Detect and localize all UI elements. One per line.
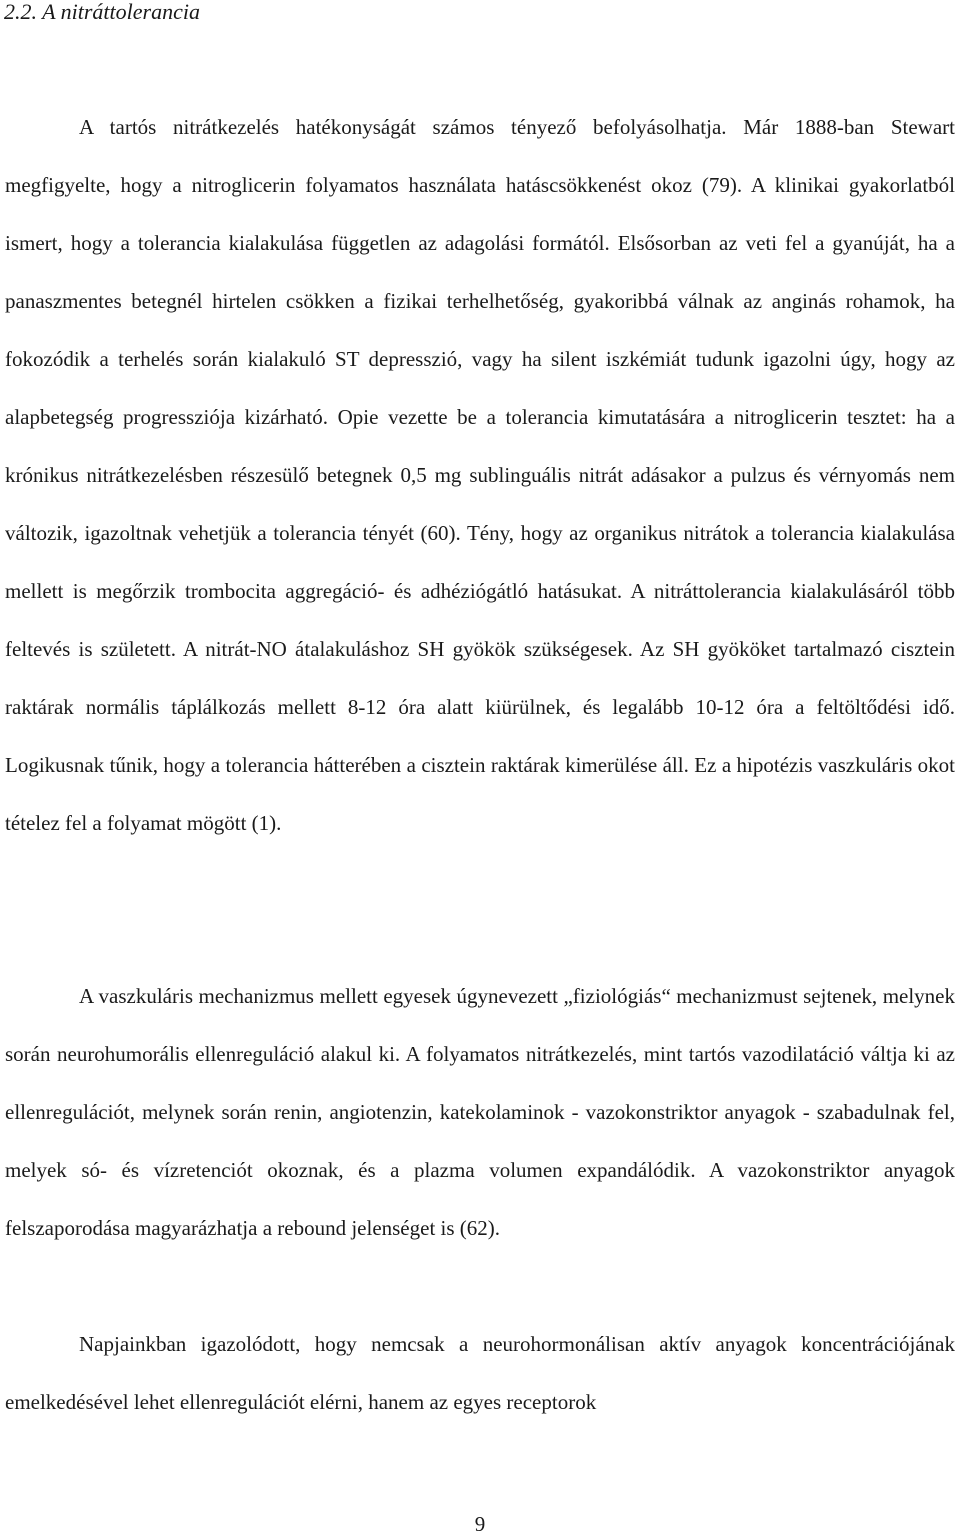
paragraph-vascular-mechanism: A vaszkuláris mechanizmus mellett egyesek úgynevezett „fiziológiás“ mechanizmust sejtenek, melynek során neurohumorális ellenreguláció alakul ki. A folyamatos nitrátkezelés, mint tartós vazodilatáció váltja ki az ellenregulációt, melynek során renin, angiotenzin, katekolaminok - vazokonstriktor anyagok - szabadulnak fel, melyek só- és vízretenciót okoznak, és a plazma volumen expandálódik. A vazokonstriktor anyagok felszaporodása magyarázhatja a rebound jelenséget is (62). [5,984,955,1240]
section-heading: 2.2. A nitráttolerancia [4,0,200,24]
page-number: 9 [474,1512,486,1536]
paragraph-neurohormonal: Napjainkban igazolódott, hogy nemcsak a neurohormonálisan aktív anyagok koncentrációjának emelkedésével lehet ellenregulációt elérni, hanem az egyes receptorok [5,1332,955,1414]
paragraph-tolerance-overview: A tartós nitrátkezelés hatékonyságát számos tényező befolyásolhatja. Már 1888-ban Stewart megfigyelte, hogy a nitroglicerin folyamatos használata hatáscsökkenést okoz (79). A klinikai gyakorlatból ismert, hogy a tolerancia kialakulása független az adagolási formától. Elsősorban az veti fel a gyanúját, ha a panaszmentes betegnél hirtelen csökken a fizikai terhelhetőség, gyakoribbá válnak az anginás rohamok, ha fokozódik a terhelés során kialakuló ST depresszió, vagy ha silent iszkémiát tudunk igazolni úgy, hogy az alapbetegség progressziója kizárható. Opie vezette be a tolerancia kimutatására a nitroglicerin tesztet: ha a krónikus nitrátkezelésben részesülő betegnek 0,5 mg sublinguális nitrát adásakor a pulzus és vérnyomás nem változik, igazoltnak vehetjük a tolerancia tényét (60). Tény, hogy az organikus nitrátok a tolerancia kialakulása mellett is megőrzik trombocita aggregáció- és adhéziógátló hatásukat. A nitráttolerancia kialakulásáról több feltevés is született. A nitrát-NO átalakuláshoz SH gyökök szükségesek. Az SH gyököket tartalmazó cisztein raktárak normális táplálkozás mellett 8-12 óra alatt kiürülnek, és legalább 10-12 óra a feltöltődési idő. Logikusnak tűnik, hogy a tolerancia hátterében a cisztein raktárak kimerülése áll. Ez a hipotézis vaszkuláris okot tételez fel a folyamat mögött (1). [5,115,955,835]
